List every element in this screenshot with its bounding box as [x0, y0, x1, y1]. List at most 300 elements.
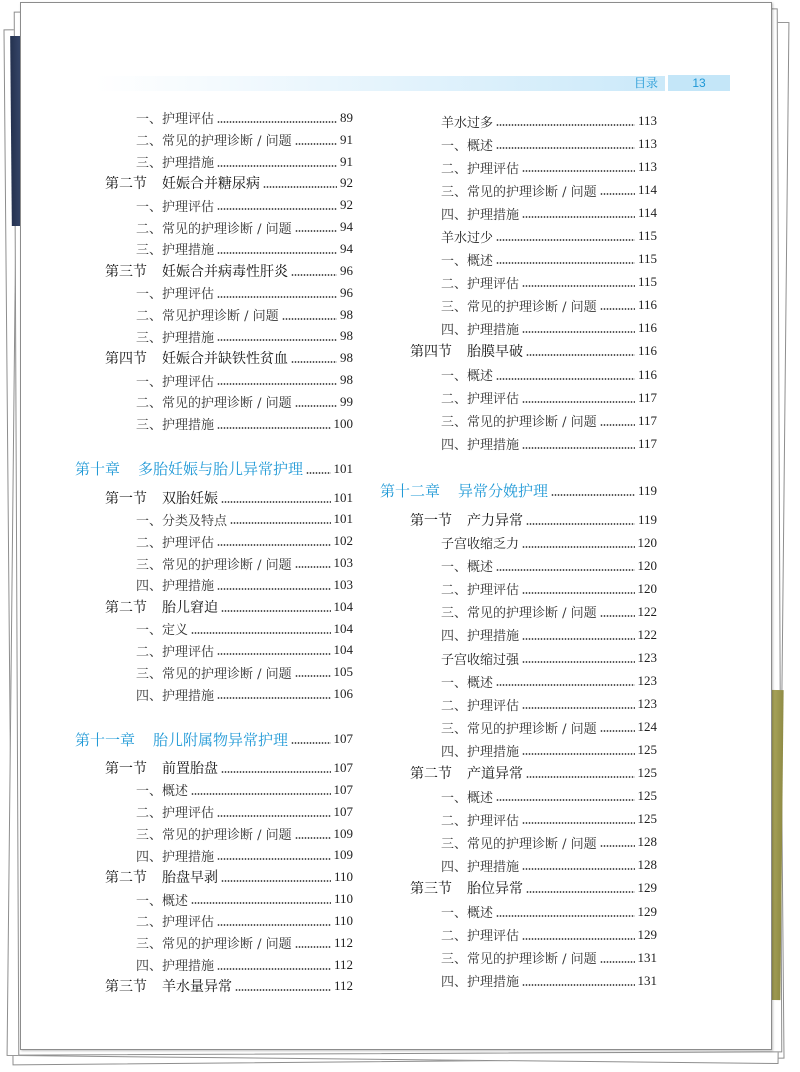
- entry-label: 一、护理评估: [136, 199, 215, 215]
- toc-item: [380, 363, 657, 386]
- toc-item: [75, 530, 353, 552]
- section-title: 妊娠合并病毒性肝炎: [162, 263, 288, 280]
- page-number: 120: [637, 557, 657, 573]
- section-number: 第二节: [410, 766, 452, 783]
- subsection-title: 羊水过少: [441, 230, 494, 246]
- leader-dots: [295, 675, 331, 677]
- entry-label: 三、常见的护理诊断 / 问题: [136, 557, 292, 573]
- toc-subsection: [380, 225, 657, 248]
- toc-item: [75, 151, 353, 173]
- toc-item: [75, 888, 353, 910]
- toc-subsection: [380, 531, 657, 554]
- leader-dots: [526, 354, 635, 356]
- page-number: 101: [333, 460, 353, 476]
- entry-label: 一、概述: [136, 784, 189, 800]
- section-title: 产力异常: [467, 512, 523, 529]
- entry-label: 三、常见的护理诊断 / 问题: [441, 299, 597, 315]
- toc-chapter: [75, 455, 353, 483]
- toc-subsection: [380, 110, 657, 133]
- page-number: 125: [637, 811, 657, 827]
- page-number: 117: [637, 435, 657, 451]
- page-number: 92: [340, 197, 353, 213]
- leader-dots: [522, 170, 635, 172]
- entry-label: 一、概述: [441, 790, 494, 806]
- page-number: 116: [637, 366, 657, 382]
- entry-label: 二、护理评估: [441, 392, 520, 408]
- page-number: 105: [333, 664, 353, 680]
- page-number: 109: [333, 847, 353, 863]
- section-title: 产道异常: [467, 766, 523, 783]
- entry-label: 二、护理评估: [441, 276, 520, 292]
- leader-dots: [217, 208, 337, 210]
- leader-dots: [291, 742, 330, 744]
- leader-dots: [263, 186, 337, 188]
- section-number: 第二节: [105, 599, 147, 616]
- toc-item: [75, 844, 353, 866]
- toc-item: [380, 670, 657, 693]
- page-number: 131: [637, 972, 657, 988]
- entry-label: 三、常见的护理诊断 / 问题: [441, 415, 597, 431]
- toc-item: [75, 413, 353, 435]
- section-number: 第一节: [105, 761, 147, 778]
- page-number: 89: [340, 109, 353, 125]
- entry-label: 三、常见的护理诊断 / 问题: [441, 606, 597, 622]
- entry-label: 四、护理措施: [441, 629, 520, 645]
- toc-section: [75, 347, 353, 369]
- toc-subsection: [380, 646, 657, 669]
- page-number: 115: [637, 274, 657, 290]
- toc-item: [380, 577, 657, 600]
- toc-item: [380, 785, 657, 808]
- page-number: 96: [340, 262, 353, 278]
- page-number: 116: [637, 320, 657, 336]
- entry-label: 四、护理措施: [441, 322, 520, 338]
- leader-dots: [217, 858, 330, 860]
- toc-item: [75, 552, 353, 574]
- leader-dots: [291, 274, 337, 276]
- toc-item: [380, 739, 657, 762]
- page-number: 125: [637, 742, 657, 758]
- toc-item: [75, 304, 353, 326]
- leader-dots: [522, 868, 634, 870]
- header-label: 目录: [634, 76, 659, 90]
- toc-section: [75, 260, 353, 282]
- toc-item: [380, 271, 657, 294]
- leader-dots: [217, 296, 337, 298]
- leader-dots: [221, 610, 331, 612]
- entry-label: 二、常见的护理诊断 / 问题: [136, 134, 292, 150]
- leader-dots: [600, 615, 635, 617]
- page-number: 109: [333, 825, 353, 841]
- entry-label: 一、概述: [441, 138, 494, 154]
- toc-item: [75, 661, 353, 683]
- leader-dots: [522, 447, 635, 449]
- entry-label: 四、护理措施: [136, 688, 215, 704]
- page-number: 116: [637, 297, 657, 313]
- toc-item: [75, 779, 353, 801]
- toc-section: [75, 487, 353, 509]
- entry-label: 一、概述: [441, 253, 494, 269]
- entry-label: 二、护理评估: [441, 583, 520, 599]
- page-number: 120: [637, 534, 657, 550]
- leader-dots: [522, 638, 634, 640]
- leader-dots: [600, 193, 635, 195]
- section-title: 胎位异常: [467, 881, 523, 898]
- entry-label: 四、护理措施: [441, 975, 520, 991]
- leader-dots: [600, 730, 635, 732]
- page-number: 94: [340, 240, 353, 256]
- entry-label: 一、定义: [136, 623, 189, 639]
- page-number: 122: [637, 626, 657, 642]
- entry-label: 三、常见的护理诊断 / 问题: [441, 952, 597, 968]
- leader-dots: [230, 522, 330, 524]
- entry-label: 四、护理措施: [441, 207, 520, 223]
- entry-label: 三、常见的护理诊断 / 问题: [136, 828, 292, 844]
- page-number: 112: [333, 978, 353, 994]
- page-number: 114: [637, 205, 657, 221]
- page-number: 107: [333, 731, 353, 747]
- toc-item: [75, 107, 353, 129]
- entry-label: 二、护理评估: [441, 813, 520, 829]
- leader-dots: [526, 776, 635, 778]
- page-number: 107: [333, 781, 353, 797]
- toc-item: [380, 409, 657, 432]
- leader-dots: [295, 230, 337, 232]
- chapter-title: 胎儿附属物异常护理: [153, 730, 289, 749]
- toc-section: [380, 340, 657, 363]
- toc-item: [75, 640, 353, 662]
- page-number: 112: [333, 956, 353, 972]
- page-number: 128: [637, 857, 657, 873]
- chapter-title: 多胎妊娠与胎儿异常护理: [138, 460, 304, 479]
- page-number: 114: [637, 182, 657, 198]
- page-number: 107: [333, 760, 353, 776]
- leader-dots: [526, 523, 635, 525]
- toc-item: [75, 801, 353, 823]
- page-number: 123: [637, 650, 657, 665]
- entry-label: 二、护理评估: [136, 915, 215, 931]
- page-number: 119: [637, 482, 657, 498]
- toc-item: [75, 238, 353, 260]
- leader-dots: [217, 924, 331, 926]
- entry-label: 四、护理措施: [136, 959, 215, 975]
- leader-dots: [522, 822, 634, 824]
- section-title: 妊娠合并缺铁性贫血: [162, 351, 288, 368]
- toc-section: [75, 173, 353, 195]
- leader-dots: [217, 427, 330, 429]
- toc-item: [380, 600, 657, 623]
- section-title: 羊水量异常: [162, 979, 232, 996]
- entry-label: 一、护理评估: [136, 112, 215, 128]
- page-number: 115: [637, 228, 657, 244]
- entry-label: 一、护理评估: [136, 374, 215, 390]
- header-band: [95, 76, 665, 91]
- page-number: 129: [637, 880, 657, 896]
- toc-item: [380, 900, 657, 923]
- toc-item: [380, 386, 657, 409]
- page-number: 123: [637, 696, 657, 712]
- page-number: 110: [333, 912, 353, 928]
- leader-dots: [217, 588, 330, 590]
- toc-item: [380, 808, 657, 831]
- toc-item: [75, 509, 353, 531]
- chapter-number: 第十章: [75, 460, 121, 479]
- leader-dots: [191, 793, 330, 795]
- toc-item: [75, 194, 353, 216]
- page-number: 124: [637, 719, 657, 735]
- entry-label: 三、护理措施: [136, 418, 215, 434]
- page-number: 128: [637, 834, 657, 850]
- leader-dots: [217, 252, 337, 254]
- section-number: 第三节: [105, 979, 147, 996]
- section-title: 胎膜早破: [467, 344, 523, 361]
- leader-dots: [496, 239, 635, 241]
- page-number: 101: [333, 489, 353, 505]
- entry-label: 二、常见护理诊断 / 问题: [136, 309, 279, 325]
- entry-label: 一、概述: [441, 675, 494, 691]
- leader-dots: [496, 684, 634, 686]
- toc-item: [380, 317, 657, 340]
- page-number: 98: [340, 372, 353, 388]
- toc-item: [75, 823, 353, 845]
- page-number: 100: [333, 415, 353, 431]
- leader-dots: [217, 544, 330, 546]
- toc-item: [380, 623, 657, 646]
- toc-item: [380, 179, 657, 202]
- toc-item: [75, 282, 353, 304]
- leader-dots: [191, 902, 331, 904]
- entry-label: 三、护理措施: [136, 156, 215, 172]
- page-number: 98: [340, 306, 353, 322]
- leader-dots: [221, 880, 331, 882]
- entry-label: 四、护理措施: [441, 859, 520, 875]
- leader-dots: [522, 707, 634, 709]
- page-number: 101: [333, 511, 353, 527]
- page-number: 104: [333, 620, 353, 636]
- leader-dots: [217, 697, 330, 699]
- toc-item: [75, 954, 353, 976]
- entry-label: 一、概述: [441, 906, 494, 922]
- toc-item: [380, 946, 657, 969]
- section-title: 前置胎盘: [162, 761, 218, 778]
- toc-section: [75, 866, 353, 888]
- toc-item: [380, 294, 657, 317]
- leader-dots: [217, 653, 330, 655]
- toc-item: [380, 854, 657, 877]
- entry-label: 三、护理措施: [136, 243, 215, 259]
- page-number: 113: [637, 136, 657, 152]
- leader-dots: [221, 771, 331, 773]
- toc-section: [75, 757, 353, 779]
- entry-label: 二、护理评估: [441, 698, 520, 714]
- toc-item: [75, 618, 353, 640]
- toc-item: [380, 133, 657, 156]
- entry-label: 二、护理评估: [136, 535, 215, 551]
- leader-dots: [306, 472, 330, 474]
- entry-label: 三、护理措施: [136, 330, 215, 346]
- entry-label: 二、护理评估: [136, 644, 215, 660]
- toc-item: [75, 216, 353, 238]
- toc-chapter: [75, 725, 353, 753]
- toc-item: [75, 391, 353, 413]
- leader-dots: [600, 308, 635, 310]
- chapter-title: 异常分娩护理: [458, 482, 549, 501]
- section-number: 第四节: [410, 344, 452, 361]
- page-number: 98: [340, 328, 353, 344]
- section-number: 第二节: [105, 870, 147, 887]
- page-number: 98: [340, 350, 353, 366]
- page-number: 129: [637, 926, 657, 942]
- section-number: 第一节: [105, 490, 147, 507]
- section-title: 胎儿窘迫: [162, 599, 218, 616]
- page-number: 103: [333, 576, 353, 592]
- entry-label: 四、护理措施: [441, 438, 520, 454]
- toc-item: [75, 574, 353, 596]
- leader-dots: [282, 318, 337, 320]
- page-number: 99: [340, 393, 353, 409]
- toc-section: [380, 762, 657, 785]
- leader-dots: [600, 961, 635, 963]
- page-number: 104: [333, 642, 353, 658]
- page-number: 110: [333, 891, 353, 907]
- leader-dots: [496, 378, 635, 380]
- entry-label: 三、常见的护理诊断 / 问题: [441, 184, 597, 200]
- page-number: 122: [637, 603, 657, 619]
- section-title: 胎盘早剥: [162, 870, 218, 887]
- toc-section: [380, 508, 657, 531]
- toc-item: [380, 432, 657, 455]
- toc-section: [75, 596, 353, 618]
- leader-dots: [217, 815, 330, 817]
- leader-dots: [217, 121, 337, 123]
- leader-dots: [295, 837, 331, 839]
- leader-dots: [291, 361, 337, 363]
- leader-dots: [526, 891, 635, 893]
- toc-item: [75, 369, 353, 391]
- page-number: 96: [340, 284, 353, 300]
- leader-dots: [217, 165, 337, 167]
- leader-dots: [217, 968, 331, 970]
- leader-dots: [235, 989, 331, 991]
- leader-dots: [522, 661, 634, 663]
- entry-label: 一、概述: [441, 560, 494, 576]
- page-number: 117: [637, 412, 657, 428]
- page-number: 94: [340, 219, 353, 235]
- page-number: 119: [637, 511, 657, 527]
- page-number: 125: [637, 788, 657, 804]
- leader-dots: [496, 569, 634, 571]
- page-number: 129: [637, 903, 657, 919]
- leader-dots: [217, 339, 337, 341]
- entry-label: 一、概述: [136, 893, 189, 909]
- toc-item: [380, 554, 657, 577]
- header-page-number: 13: [668, 75, 730, 91]
- leader-dots: [496, 124, 635, 126]
- entry-label: 三、常见的护理诊断 / 问题: [136, 666, 292, 682]
- page-number: 123: [637, 673, 657, 689]
- toc-item: [75, 129, 353, 151]
- leader-dots: [496, 915, 634, 917]
- page-number: 112: [333, 934, 353, 950]
- toc-item: [380, 248, 657, 271]
- leader-dots: [551, 494, 635, 496]
- leader-dots: [295, 143, 337, 145]
- page-number: 107: [333, 803, 353, 819]
- chapter-number: 第十二章: [380, 482, 441, 501]
- toc-section: [380, 877, 657, 900]
- section-title: 双胎妊娠: [162, 490, 218, 507]
- leader-dots: [191, 632, 330, 634]
- leader-dots: [221, 501, 331, 503]
- entry-label: 二、常见的护理诊断 / 问题: [136, 396, 292, 412]
- toc-item: [380, 969, 657, 992]
- toc-item: [75, 932, 353, 954]
- page-number: 91: [340, 131, 353, 147]
- leader-dots: [217, 383, 337, 385]
- entry-label: 四、护理措施: [441, 744, 520, 760]
- entry-label: 三、常见的护理诊断 / 问题: [136, 937, 292, 953]
- section-number: 第三节: [105, 263, 147, 280]
- section-number: 第一节: [410, 512, 452, 529]
- section-number: 第三节: [410, 881, 452, 898]
- toc-chapter: [380, 477, 657, 505]
- page-number: 103: [333, 555, 353, 571]
- page-number: 115: [637, 251, 657, 267]
- page-number: 102: [333, 533, 353, 549]
- toc-item: [75, 325, 353, 347]
- page-number: 131: [637, 949, 657, 965]
- section-number: 第二节: [105, 176, 147, 193]
- entry-label: 二、护理评估: [441, 929, 520, 945]
- subsection-title: 子宫收缩过强: [441, 652, 520, 668]
- leader-dots: [522, 592, 634, 594]
- leader-dots: [295, 405, 337, 407]
- page-number: 92: [340, 175, 353, 191]
- entry-label: 一、概述: [441, 369, 494, 385]
- page-number: 110: [333, 869, 353, 885]
- toc-item: [380, 716, 657, 739]
- leader-dots: [600, 424, 635, 426]
- page-number: 91: [340, 153, 353, 169]
- toc-item: [380, 693, 657, 716]
- page-number: 116: [637, 343, 657, 359]
- entry-label: 二、常见的护理诊断 / 问题: [136, 221, 292, 237]
- leader-dots: [496, 799, 634, 801]
- leader-dots: [496, 262, 635, 264]
- subsection-title: 子宫收缩乏力: [441, 537, 520, 553]
- leader-dots: [522, 285, 635, 287]
- toc-left-column: [75, 107, 353, 997]
- toc-item: [380, 923, 657, 946]
- page-number: 104: [333, 598, 353, 614]
- toc-item: [75, 910, 353, 932]
- entry-label: 三、常见的护理诊断 / 问题: [441, 836, 597, 852]
- leader-dots: [522, 546, 634, 548]
- leader-dots: [295, 566, 331, 568]
- section-title: 妊娠合并糖尿病: [162, 176, 260, 193]
- page-number: 120: [637, 580, 657, 596]
- leader-dots: [522, 331, 635, 333]
- toc-section: [75, 976, 353, 998]
- entry-label: 四、护理措施: [136, 849, 215, 865]
- chapter-number: 第十一章: [75, 730, 136, 749]
- entry-label: 二、护理评估: [136, 806, 215, 822]
- leader-dots: [522, 753, 634, 755]
- toc-item: [380, 156, 657, 179]
- leader-dots: [522, 984, 634, 986]
- toc-item: [380, 831, 657, 854]
- page-number: 117: [637, 389, 657, 405]
